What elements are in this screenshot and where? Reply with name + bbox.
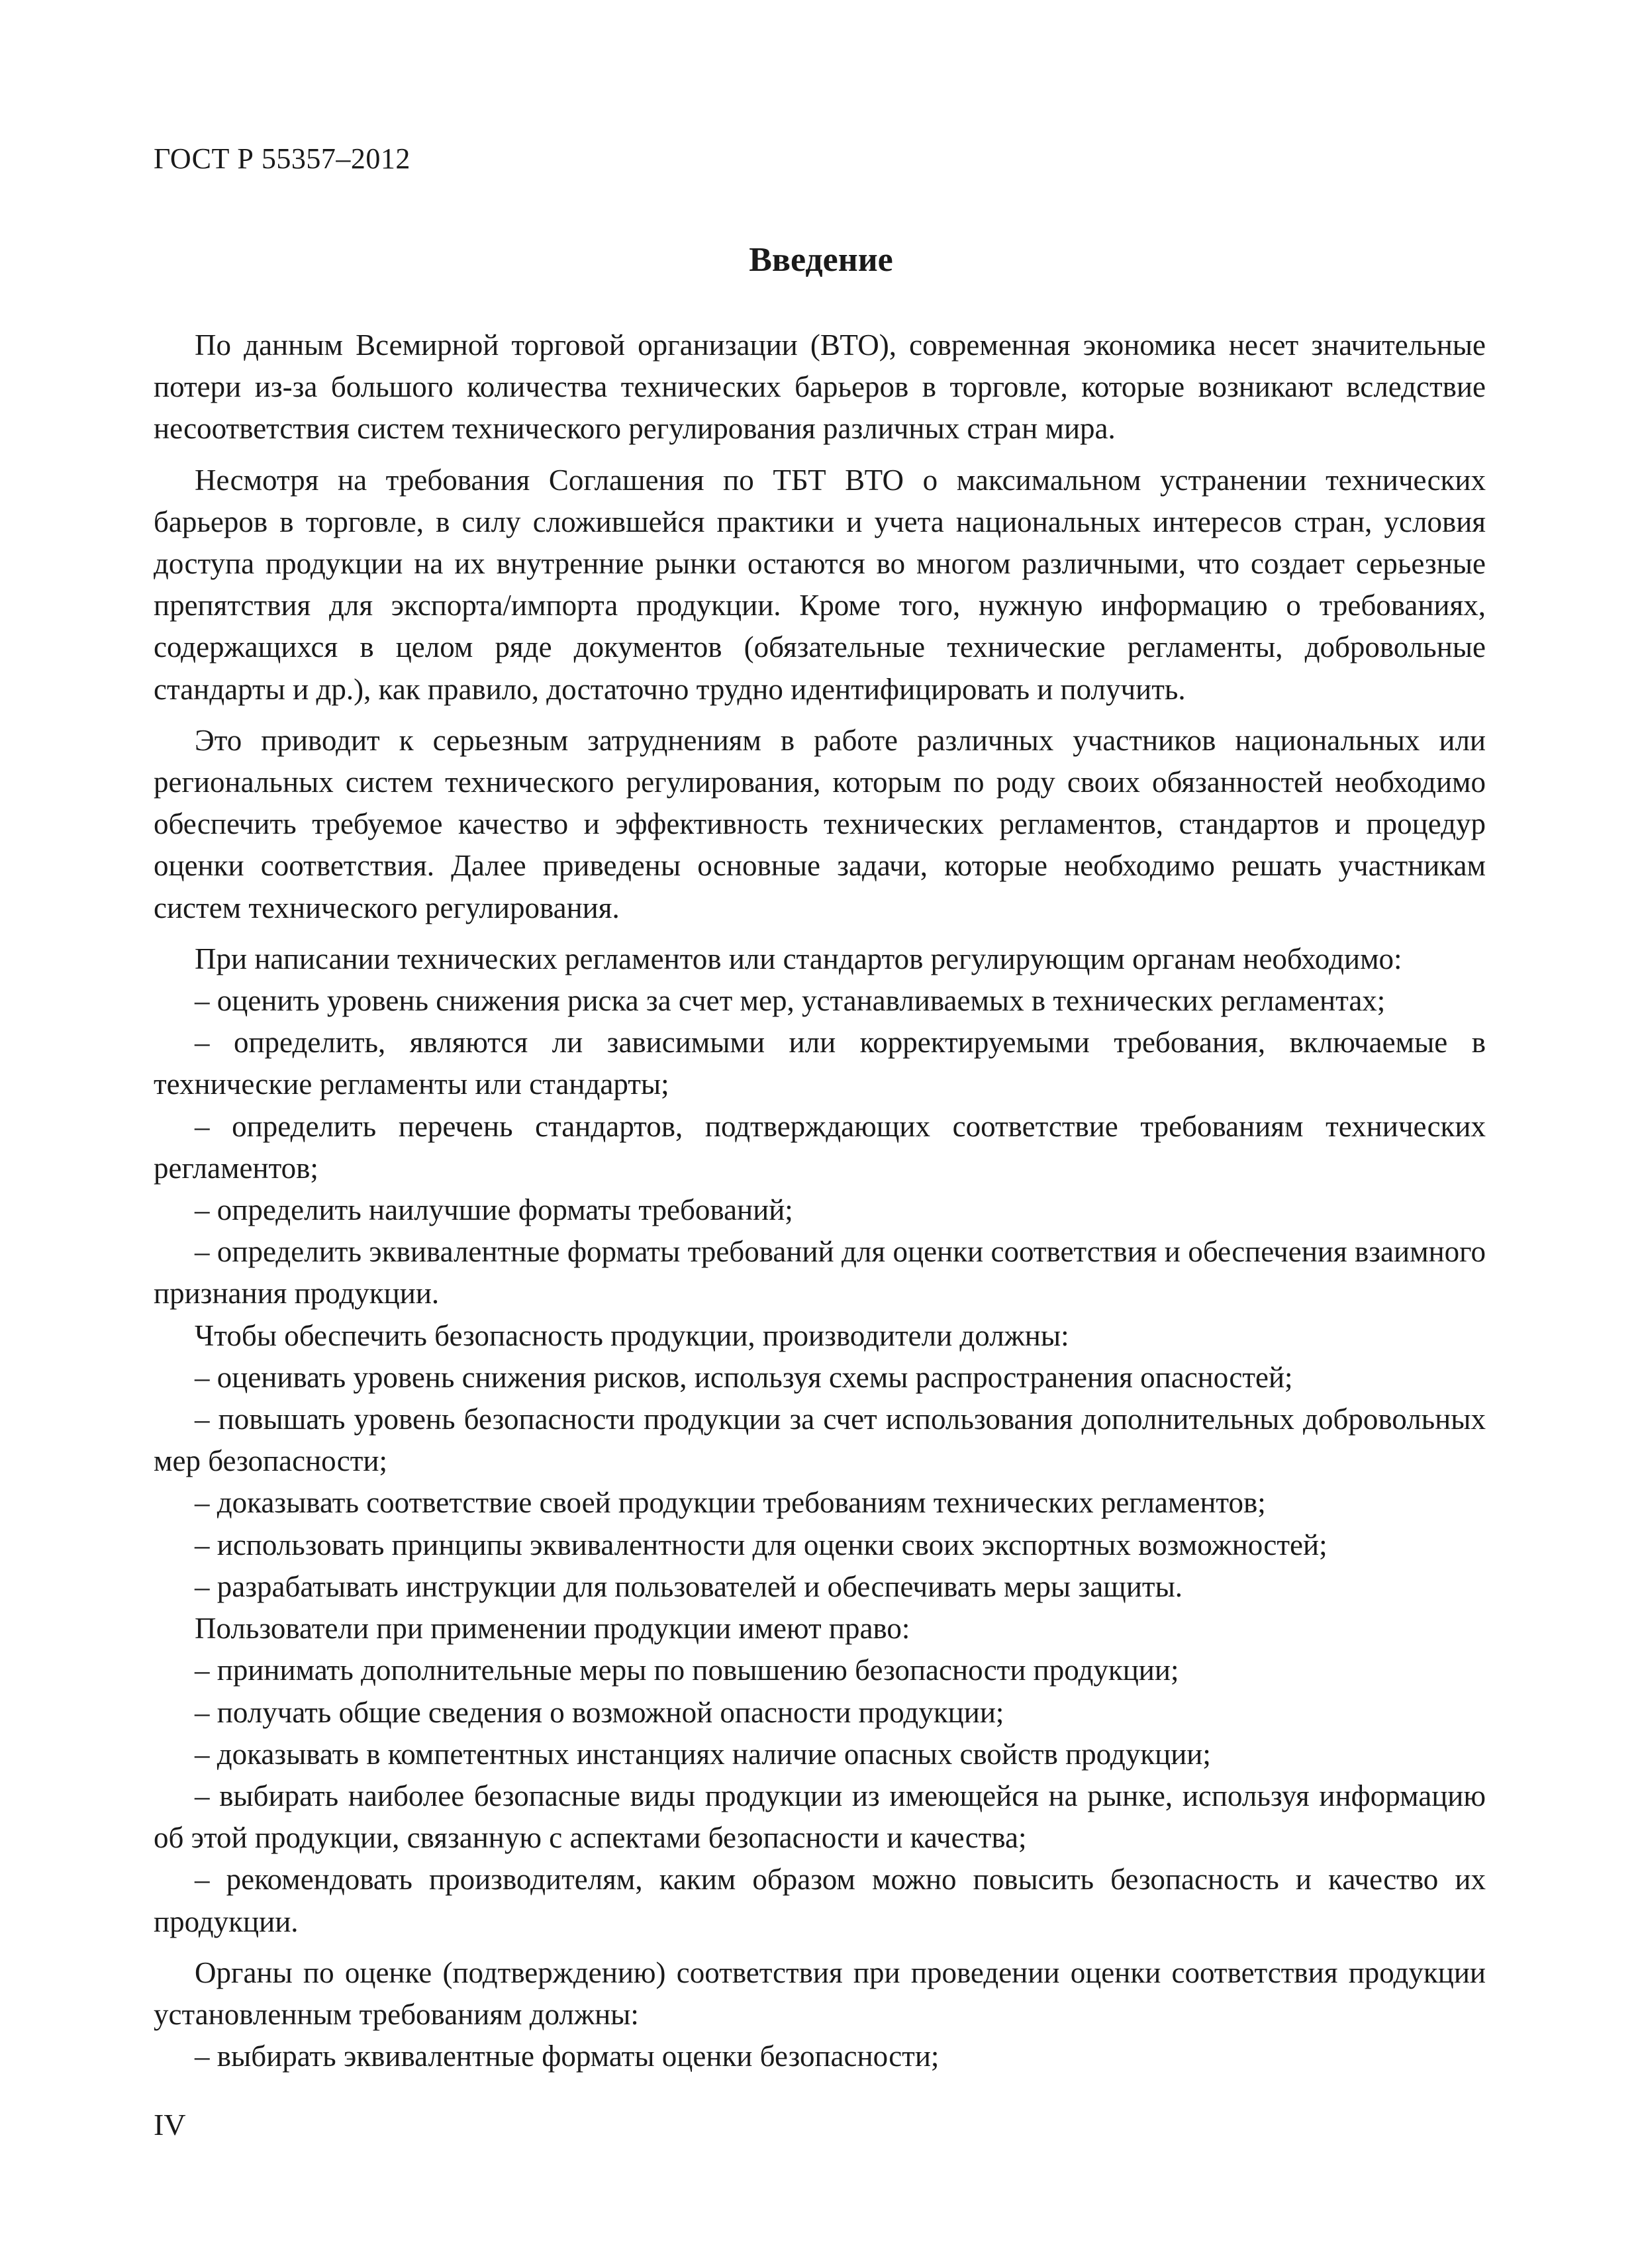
list-item: – оценивать уровень снижения рисков, используя схемы распространения опасностей; bbox=[195, 1360, 1293, 1394]
paragraph: Пользователи при применении продукции имеют право: bbox=[195, 1612, 910, 1646]
section-title: Введение bbox=[749, 241, 893, 279]
list-item: – определить эквивалентные форматы требований для оценки соответствия и обеспечения взаимного признания продукции. bbox=[154, 1235, 1486, 1310]
paragraph: При написании технических регламентов или стандартов регулирующим органам необходимо: bbox=[195, 942, 1402, 975]
paragraph: Это приводит к серьезным затруднениям в работе различных участников национальных или региональных систем технического регулирования, которым по роду своих обязанностей необходимо обеспечить требуемое качество и эффективность технических регламентов, стандартов и процедур оценки соответствия. Далее приведены основные задачи, которые необходимо решать участникам систем технического регулирования. bbox=[154, 723, 1486, 924]
list-item: – выбирать наиболее безопасные виды продукции из имеющейся на рынке, используя информацию об этой продукции, связанную с аспектами безопасности и качества; bbox=[154, 1779, 1486, 1855]
paragraph: По данным Всемирной торговой организации (ВТО), современная экономика несет значительные потери из-за большого количества технических барьеров в торговле, которые возникают вследствие несоответствия систем технического регулирования различных стран мира. bbox=[154, 328, 1486, 446]
list-item: – использовать принципы эквивалентности для оценки своих экспортных возможностей; bbox=[195, 1528, 1328, 1561]
paragraph: Несмотря на требования Соглашения по ТБТ ВТО о максимальном устранении технических барьеров в торговле, в силу сложившейся практики и учета национальных интересов стран, условия доступа продукции на их внутренние рынки остаются во многом различными, что создает серьезные препятствия для экспорта/импорта продукции. Кроме того, нужную информацию о требованиях, содержащихся в целом ряде документов (обязательные технические регламенты, добровольные стандарты и др.), как правило, достаточно трудно идентифицировать и получить. bbox=[154, 463, 1486, 706]
list-item: – принимать дополнительные меры по повышению безопасности продукции; bbox=[195, 1653, 1179, 1687]
list-item: – доказывать в компетентных инстанциях наличие опасных свойств продукции; bbox=[195, 1737, 1211, 1771]
document-code: ГОСТ Р 55357–2012 bbox=[154, 142, 410, 175]
list-item: – определить наилучшие форматы требований; bbox=[195, 1193, 793, 1227]
list-item: – оценить уровень снижения риска за счет мер, устанавливаемых в технических регламентах; bbox=[195, 984, 1386, 1018]
list-item: – определить перечень стандартов, подтверждающих соответствие требованиям технических регламентов; bbox=[154, 1109, 1486, 1185]
paragraph: Чтобы обеспечить безопасность продукции, производители должны: bbox=[195, 1318, 1069, 1352]
paragraph: Органы по оценке (подтверждению) соответствия при проведении оценки соответствия продукции установленным требованиям должны: bbox=[154, 1955, 1486, 2031]
list-item: – выбирать эквивалентные форматы оценки безопасности; bbox=[195, 2040, 940, 2073]
list-item: – рекомендовать производителям, каким образом можно повысить безопасность и качество их продукции. bbox=[154, 1863, 1486, 1938]
body-text bbox=[154, 324, 1486, 2077]
list-item: – доказывать соответствие своей продукции требованиям технических регламентов; bbox=[195, 1486, 1266, 1520]
list-item: – получать общие сведения о возможной опасности продукции; bbox=[195, 1695, 1004, 1729]
list-item: – определить, являются ли зависимыми или корректируемыми требования, включаемые в технические регламенты или стандарты; bbox=[154, 1026, 1486, 1101]
list-item: – разрабатывать инструкции для пользователей и обеспечивать меры защиты. bbox=[195, 1569, 1183, 1603]
page-number: IV bbox=[154, 2108, 186, 2142]
list-item: – повышать уровень безопасности продукции за счет использования дополнительных добровольных мер безопасности; bbox=[154, 1403, 1486, 1478]
